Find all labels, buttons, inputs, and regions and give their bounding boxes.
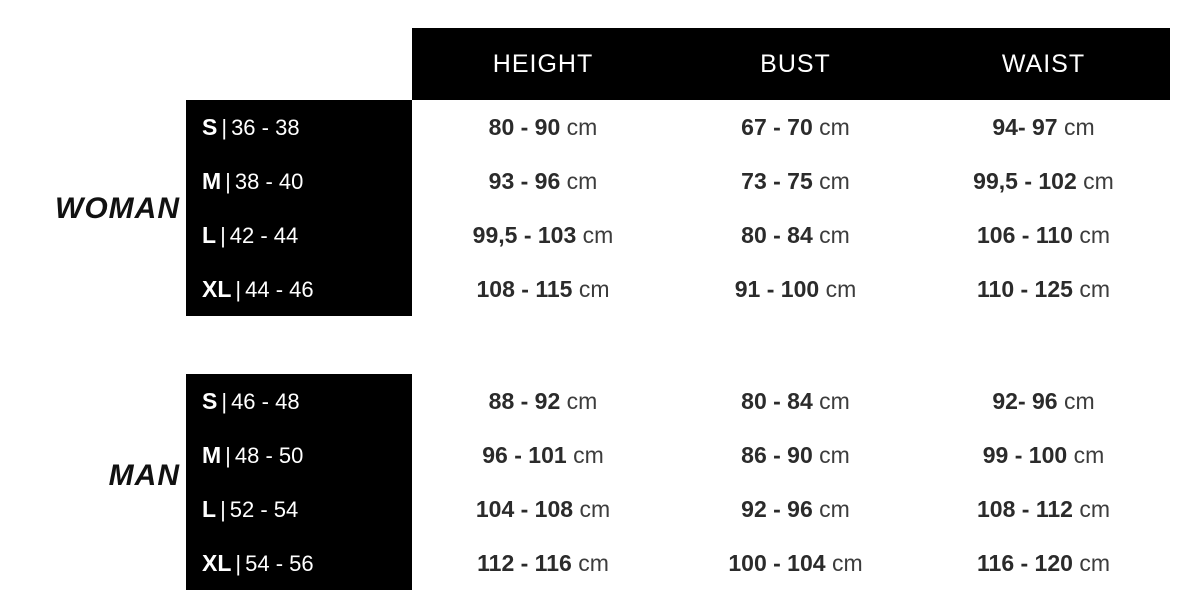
size-letter: XL: [202, 276, 232, 302]
value-height: 104 - 108: [475, 496, 574, 522]
group-label-man: MAN: [108, 459, 180, 492]
cell-bust: [674, 262, 917, 316]
size-separator: |: [220, 497, 226, 522]
unit-waist: cm: [1079, 222, 1110, 248]
cell-bust: [674, 208, 917, 262]
size-label: [186, 154, 412, 208]
unit-waist: cm: [1063, 388, 1095, 414]
cell-height: [412, 100, 674, 154]
value-waist: 99,5 - 102: [973, 168, 1077, 194]
unit-bust: cm: [819, 222, 850, 248]
value-waist: 116 - 120: [977, 550, 1073, 576]
size-separator: |: [235, 277, 242, 302]
value-height: 108 - 115: [476, 276, 573, 302]
column-header-waist: WAIST: [1001, 50, 1086, 78]
value-waist: 110 - 125: [977, 276, 1073, 302]
table-row: [186, 482, 1170, 536]
unit-height: cm: [566, 114, 598, 140]
value-height: 93 - 96: [488, 168, 561, 194]
size-label: [186, 536, 412, 590]
size-letter: M: [202, 168, 222, 194]
size-separator: |: [220, 223, 226, 248]
value-bust: 91 - 100: [734, 276, 820, 302]
value-waist: 94- 97: [992, 114, 1058, 140]
table-row: [186, 536, 1170, 590]
size-letter: L: [202, 222, 217, 248]
value-height: 99,5 - 103: [472, 222, 577, 248]
unit-height: cm: [573, 442, 604, 468]
value-bust: 86 - 90: [741, 442, 813, 468]
size-letter: L: [202, 496, 217, 522]
size-label: [186, 374, 412, 428]
size-eu: 54 - 56: [245, 551, 314, 576]
size-letter: S: [202, 114, 218, 140]
unit-waist: cm: [1083, 168, 1114, 194]
cell-waist: [917, 428, 1170, 482]
unit-waist: cm: [1073, 442, 1105, 468]
cell-height: [412, 262, 674, 316]
value-waist: 99 - 100: [982, 442, 1068, 468]
cell-bust: [674, 154, 917, 208]
table-row: [186, 374, 1170, 428]
unit-height: cm: [566, 168, 598, 194]
cell-waist: [917, 154, 1170, 208]
size-eu: 36 - 38: [231, 115, 300, 140]
size-separator: |: [225, 169, 231, 194]
value-height: 88 - 92: [488, 388, 561, 414]
value-bust: 67 - 70: [741, 114, 813, 140]
size-separator: |: [225, 443, 231, 468]
value-waist: 106 - 110: [977, 222, 1073, 248]
size-eu: 42 - 44: [229, 223, 299, 248]
unit-height: cm: [578, 550, 609, 576]
size-separator: |: [221, 389, 228, 414]
value-bust: 100 - 104: [728, 550, 826, 576]
size-eu: 44 - 46: [245, 277, 314, 302]
unit-waist: cm: [1063, 114, 1095, 140]
size-label: [186, 262, 412, 316]
cell-bust: [674, 374, 917, 428]
value-height: 112 - 116: [477, 550, 572, 576]
unit-waist: cm: [1079, 276, 1110, 302]
cell-waist: [917, 262, 1170, 316]
unit-bust: cm: [819, 496, 850, 522]
unit-waist: cm: [1079, 496, 1110, 522]
cell-height: [412, 374, 674, 428]
value-waist: 92- 96: [992, 388, 1058, 414]
unit-height: cm: [566, 388, 598, 414]
column-header-bust: BUST: [760, 50, 831, 78]
table-row: [186, 208, 1170, 262]
cell-height: [412, 482, 674, 536]
cell-waist: [917, 482, 1170, 536]
size-letter: S: [202, 388, 218, 414]
value-bust: 73 - 75: [741, 168, 813, 194]
unit-height: cm: [579, 496, 611, 522]
value-height: 80 - 90: [488, 114, 561, 140]
size-separator: |: [221, 115, 228, 140]
unit-height: cm: [578, 276, 610, 302]
cell-bust: [674, 428, 917, 482]
table-row: [186, 100, 1170, 154]
value-bust: 92 - 96: [741, 496, 813, 522]
cell-bust: [674, 100, 917, 154]
size-eu: 48 - 50: [234, 443, 304, 468]
unit-height: cm: [582, 222, 614, 248]
size-label: [186, 208, 412, 262]
cell-waist: [917, 100, 1170, 154]
unit-bust: cm: [819, 114, 850, 140]
size-separator: |: [235, 551, 242, 576]
unit-bust: cm: [825, 276, 857, 302]
value-height: 96 - 101: [482, 442, 567, 468]
table-row: [186, 428, 1170, 482]
size-letter: M: [202, 442, 222, 468]
cell-waist: [917, 374, 1170, 428]
size-eu: 38 - 40: [234, 169, 304, 194]
column-header-height: HEIGHT: [492, 50, 594, 78]
size-label: [186, 482, 412, 536]
size-label: [186, 428, 412, 482]
cell-height: [412, 154, 674, 208]
unit-waist: cm: [1079, 550, 1110, 576]
value-bust: 80 - 84: [741, 388, 813, 414]
value-waist: 108 - 112: [977, 496, 1073, 522]
size-letter: XL: [202, 550, 232, 576]
cell-waist: [917, 536, 1170, 590]
cell-waist: [917, 208, 1170, 262]
cell-bust: [674, 536, 917, 590]
group-label-woman: WOMAN: [55, 192, 180, 225]
unit-bust: cm: [819, 442, 850, 468]
cell-height: [412, 536, 674, 590]
size-eu: 52 - 54: [229, 497, 299, 522]
cell-bust: [674, 482, 917, 536]
value-bust: 80 - 84: [741, 222, 813, 248]
size-label: [186, 100, 412, 154]
cell-height: [412, 428, 674, 482]
unit-bust: cm: [819, 168, 850, 194]
table-row: [186, 154, 1170, 208]
table-row: [186, 262, 1170, 316]
size-eu: 46 - 48: [231, 389, 300, 414]
unit-bust: cm: [819, 388, 850, 414]
cell-height: [412, 208, 674, 262]
unit-bust: cm: [831, 550, 863, 576]
